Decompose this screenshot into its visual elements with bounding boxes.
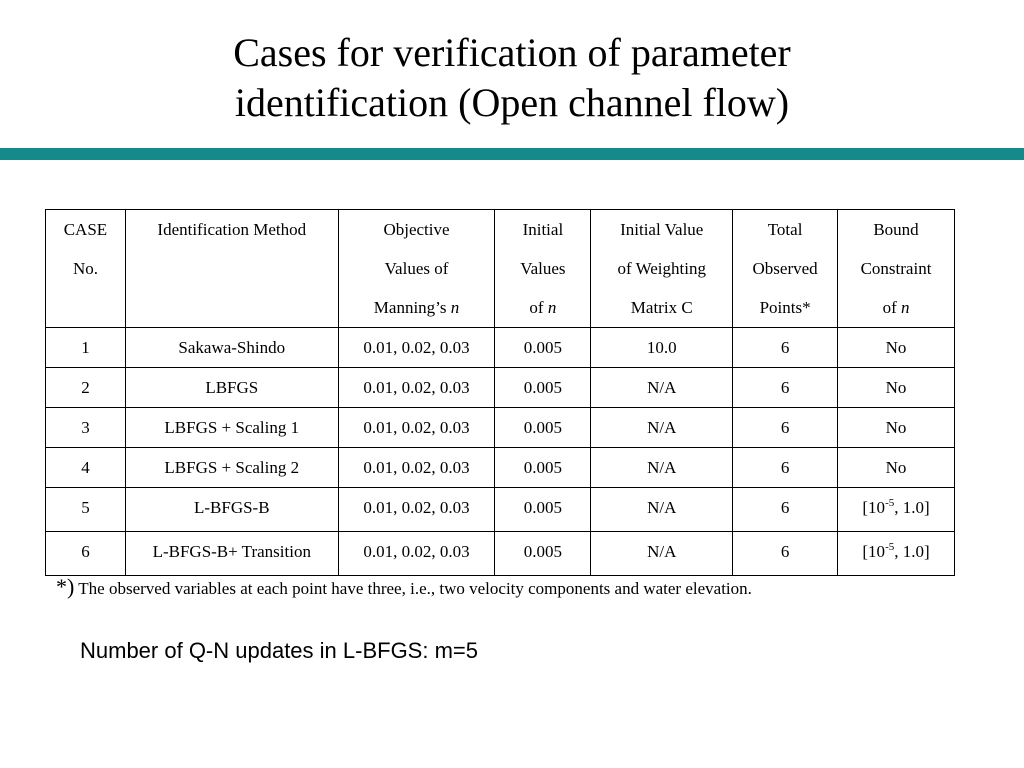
identification-method: LBFGS + Scaling 2 — [125, 448, 338, 488]
initial-value: 0.005 — [495, 408, 591, 448]
header-total-observed-points: Total Observed Points* — [733, 210, 838, 328]
bound-constraint: [$10^{-5}$, 1.0] — [838, 488, 955, 532]
initial-value: 0.005 — [495, 328, 591, 368]
slide-title-line-2: identification (Open channel flow) — [234, 80, 790, 125]
slide-title-line-1: Cases for verification of parameter — [233, 30, 791, 75]
objective-values: 0.01, 0.02, 0.03 — [338, 488, 495, 532]
qn-updates-note: Number of Q-N updates in L-BFGS: m=5 — [80, 638, 478, 663]
case-number: 5 — [46, 488, 126, 532]
table-row — [46, 408, 955, 448]
bound-constraint: No — [838, 368, 955, 408]
initial-value: 0.005 — [495, 368, 591, 408]
weighting-matrix: N/A — [591, 408, 733, 448]
footnote-mark: *) — [56, 574, 75, 599]
objective-values: 0.01, 0.02, 0.03 — [338, 408, 495, 448]
case-number: 6 — [46, 532, 126, 576]
bound-constraint: [$10^{-5}$, 1.0] — [838, 532, 955, 576]
slide-title — [0, 28, 1024, 128]
case-number: 3 — [46, 408, 126, 448]
table-row — [46, 448, 955, 488]
observed-points: 6 — [733, 488, 838, 532]
case-number: 1 — [46, 328, 126, 368]
title-divider — [0, 148, 1024, 160]
table-row — [46, 488, 955, 532]
case-number: 2 — [46, 368, 126, 408]
initial-value: 0.005 — [495, 448, 591, 488]
initial-value: 0.005 — [495, 488, 591, 532]
objective-values: 0.01, 0.02, 0.03 — [338, 368, 495, 408]
case-number: 4 — [46, 448, 126, 488]
footnote-text: The observed variables at each point have three, i.e., two velocity components and water elevation. — [78, 579, 752, 598]
bound-constraint: No — [838, 328, 955, 368]
observed-points: 6 — [733, 448, 838, 488]
observed-points: 6 — [733, 408, 838, 448]
bound-constraint: No — [838, 408, 955, 448]
table-row — [46, 532, 955, 576]
identification-method: L-BFGS-B+ Transition — [125, 532, 338, 576]
header-initial-values: Initial Values of n — [495, 210, 591, 328]
weighting-matrix: N/A — [591, 368, 733, 408]
header-identification-method: Identification Method — [125, 210, 338, 328]
header-weighting-matrix: Initial Value of Weighting Matrix C — [591, 210, 733, 328]
objective-values: 0.01, 0.02, 0.03 — [338, 328, 495, 368]
objective-values: 0.01, 0.02, 0.03 — [338, 532, 495, 576]
header-objective-values: Objective Values of Manning’s n — [338, 210, 495, 328]
weighting-matrix: 10.0 — [591, 328, 733, 368]
bound-constraint: No — [838, 448, 955, 488]
header-bound-constraint: Bound Constraint of n — [838, 210, 955, 328]
observed-points: 6 — [733, 328, 838, 368]
table-row — [46, 368, 955, 408]
initial-value: 0.005 — [495, 532, 591, 576]
weighting-matrix: N/A — [591, 448, 733, 488]
identification-method: Sakawa-Shindo — [125, 328, 338, 368]
cases-table — [45, 209, 955, 576]
weighting-matrix: N/A — [591, 532, 733, 576]
table-footnote — [56, 574, 752, 600]
objective-values: 0.01, 0.02, 0.03 — [338, 448, 495, 488]
observed-points: 6 — [733, 532, 838, 576]
identification-method: LBFGS + Scaling 1 — [125, 408, 338, 448]
table-row — [46, 328, 955, 368]
table-header-row — [46, 210, 955, 328]
identification-method: L-BFGS-B — [125, 488, 338, 532]
identification-method: LBFGS — [125, 368, 338, 408]
observed-points: 6 — [733, 368, 838, 408]
header-case-no: CASE No. — [46, 210, 126, 328]
weighting-matrix: N/A — [591, 488, 733, 532]
